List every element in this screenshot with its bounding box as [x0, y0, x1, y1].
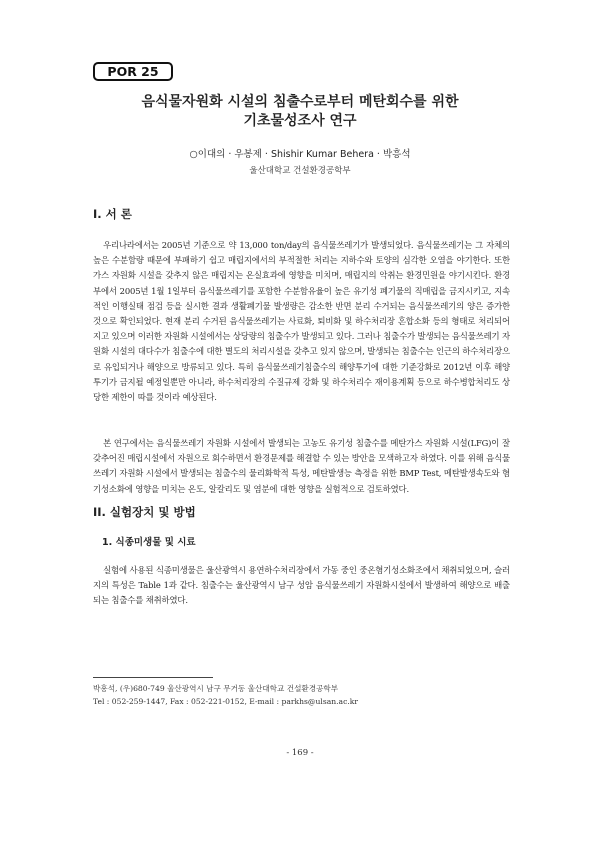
- introduction-paragraph-2: 본 연구에서는 음식물쓰레기 자원화 시설에서 발생되는 고농도 유기성 침출수를 메탄가스 자원화 시설(LFG)이 잘 갖추어진 매립시설에서 자원으로 회수하면서 환경문제를 해결할 수 있는 방안을 모색하고자 하였다. 이를 위해 음식물쓰레기 자원화 시설에서 발생되는 침출수의 물리화학적 특성, 메탄발생능 측정을 위한 BMP Test, 메탄발생속도와 혐기성소화에 영향을 미치는 온도, 알칼리도 및 염분에 대한 영향을 실험적으로 검토하였다.: [93, 438, 510, 494]
- footnote-contact: Tel : 052-259-1447, Fax : 052-221-0152, E-mail : parkhs@ulsan.ac.kr: [93, 697, 358, 706]
- session-badge: POR 25: [93, 62, 173, 81]
- section-heading-introduction: I. 서 론: [93, 207, 132, 221]
- methods-paragraph-1: 실험에 사용된 식종미생물은 울산광역시 용연하수처리장에서 가동 중인 중온혐기성소화조에서 채취되었으며, 슬러지의 특성은 Table 1과 같다. 침출수는 울산광역시 남구 성암 음식물쓰레기 자원화시설에서 발생하여 해양으로 배출되는 침출수를 채취하였다.: [93, 565, 510, 606]
- author-list: ○이대의 · 우봉제 · Shishir Kumar Behera · 박흥석: [189, 149, 411, 160]
- paper-title-line-1: 음식물자원화 시설의 침출수로부터 메탄회수를 위한: [141, 94, 459, 110]
- affiliation: 울산대학교 건설환경공학부: [249, 166, 351, 176]
- subsection-heading-seed-microbes: 1. 식종미생물 및 시료: [102, 537, 196, 548]
- introduction-paragraph-1: 우리나라에서는 2005년 기준으로 약 13,000 ton/day의 음식물쓰레기가 발생되었다. 음식물쓰레기는 그 자체의 높은 수분함량 때문에 부패하기 쉽고 매립지에서의 부적절한 처리는 지하수와 토양의 심각한 오염을 야기한다. 또한 가스 자원화 시설을 갖추지 않은 매립지는 온실효과에 영향을 미치며, 매립지의 악취는 환경민원을 야기시킨다. 환경부에서 2005년 1월 1일부터 음식물쓰레기를 포함한 수분함유율이 높은 유기성 폐기물의 직매립을 금지시키고, 지속적인 이행실태 점검 등을 실시한 결과 생활폐기물 발생량은 감소한 반면 분리 수거되는 음식물쓰레기의 양은 증가한 것으로 확인되었다. 현재 분리 수거된 음식물쓰레기는 사료화, 퇴비화 및 하수처리장 혼합소화 등의 형태로 처리되어지고 있으며 이러한 자원화 시설에서는 상당량의 침출수가 발생되고 있다. 그러나 침출수가 발생되는 음식물쓰레기 자원화 시설의 대다수가 침출수에 대한 별도의 처리시설을 갖추고 있지 않으며, 발생되는 침출수는 인근의 하수처리장으로 유입되거나 해양으로 방류되고 있다. 특히 음식물쓰레기침출수의 해양투기에 대한 기준강화로 2012년 이후 해양투기가 금지될 예정일뿐만 아니라, 하수처리장의 수질규제 강화 및 하수처리수 재이용계획 등으로 하수병합처리도 상당한 제한이 따를 것이라 예상된다.: [93, 240, 510, 403]
- footnote-address: 박흥석, (우)680-749 울산광역시 남구 무거동 울산대학교 건설환경공학부: [93, 684, 339, 693]
- paper-title-line-2: 기초물성조사 연구: [243, 113, 357, 129]
- section-heading-methods: II. 실험장치 및 방법: [93, 505, 196, 519]
- page-number: - 169 -: [286, 748, 314, 758]
- footnote-divider: [93, 677, 213, 678]
